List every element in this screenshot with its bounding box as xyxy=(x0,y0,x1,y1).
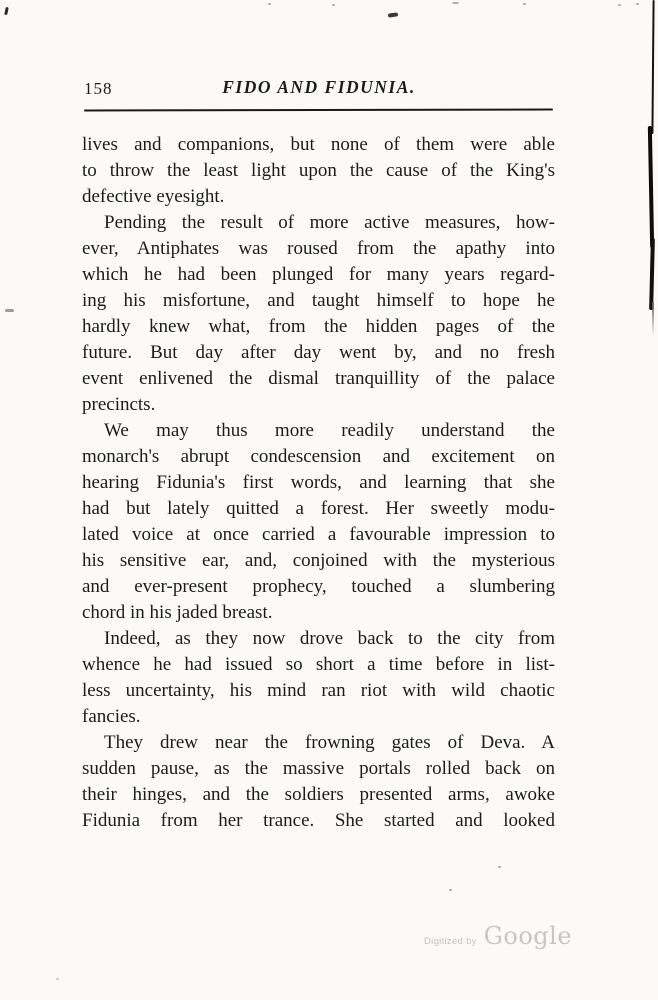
watermark xyxy=(424,922,572,950)
text-line: hearing Fidunia's first words, and learning that she xyxy=(82,472,555,493)
scan-speck xyxy=(523,3,526,5)
scan-artifact-left-dash xyxy=(5,309,14,312)
scan-speck xyxy=(618,4,621,6)
text-line: which he had been plunged for many years regard- xyxy=(82,264,555,285)
text-line: lives and companions, but none of them were able xyxy=(82,134,555,155)
text-line: sudden pause, as the massive portals rolled back on xyxy=(82,758,555,779)
scan-artifact-right-edge-mid xyxy=(648,126,654,248)
text-line: his sensitive ear, and, conjoined with the mysterious xyxy=(82,550,555,571)
running-title: FIDO AND FIDUNIA. xyxy=(222,77,416,97)
text-line: They drew near the frowning gates of Deva. A xyxy=(104,732,555,753)
text-line: Pending the result of more active measures, how- xyxy=(104,212,555,233)
google-logo: Google xyxy=(483,922,573,950)
scan-artifact-top-dash xyxy=(388,12,398,17)
scan-speck xyxy=(449,889,452,891)
text-line: their hinges, and the soldiers presented arms, awoke xyxy=(82,784,555,805)
text-line: monarch's abrupt condescension and excitement on xyxy=(82,446,555,467)
text-line: chord in his jaded breast. xyxy=(82,602,273,623)
text-line: less uncertainty, his mind ran riot with wild chaotic xyxy=(82,680,555,701)
text-line: to throw the least light upon the cause of the King's xyxy=(82,160,555,181)
paragraph xyxy=(82,210,555,418)
scan-speck xyxy=(452,2,459,4)
scan-speck xyxy=(332,4,335,6)
scan-speck xyxy=(56,978,59,980)
paragraph xyxy=(82,132,555,210)
header-rule xyxy=(84,109,553,112)
text-line: fancies. xyxy=(82,706,141,727)
page-number: 158 xyxy=(84,79,113,98)
scan-artifact-right-edge-top xyxy=(651,0,654,134)
text-line: event enlivened the dismal tranquillity of the palace xyxy=(82,368,555,389)
paragraph xyxy=(82,418,555,626)
text-block xyxy=(82,132,555,834)
text-line: and ever-present prophecy, touched a slumbering xyxy=(82,576,555,597)
text-line: whence he had issued so short a time before in list- xyxy=(82,654,555,675)
text-line: Indeed, as they now drove back to the city from xyxy=(104,628,555,649)
scan-speck xyxy=(498,866,501,868)
text-line: precincts. xyxy=(82,394,156,415)
text-line: had but lately quitted a forest. Her sweetly modu- xyxy=(82,498,555,519)
text-line: ing his misfortune, and taught himself to hope he xyxy=(82,290,555,311)
scan-speck xyxy=(268,3,271,5)
paragraph xyxy=(82,730,555,834)
scan-artifact-topleft-mark xyxy=(4,7,8,15)
text-line: lated voice at once carried a favourable impression to xyxy=(82,524,555,545)
text-line: ever, Antiphates was roused from the apathy into xyxy=(82,238,555,259)
text-line: defective eyesight. xyxy=(82,186,225,207)
paragraph xyxy=(82,626,555,730)
scan-artifact-right-edge-lower xyxy=(649,238,654,310)
text-line: hardly knew what, from the hidden pages of the xyxy=(82,316,555,337)
text-line: We may thus more readily understand the xyxy=(104,420,555,441)
watermark-prefix: Digitized by xyxy=(424,936,477,947)
scan-artifact-right-edge-fade xyxy=(652,302,654,336)
scan-speck xyxy=(636,3,639,5)
text-line: future. But day after day went by, and no fresh xyxy=(82,342,555,363)
text-line: Fidunia from her trance. She started and looked xyxy=(82,810,555,831)
